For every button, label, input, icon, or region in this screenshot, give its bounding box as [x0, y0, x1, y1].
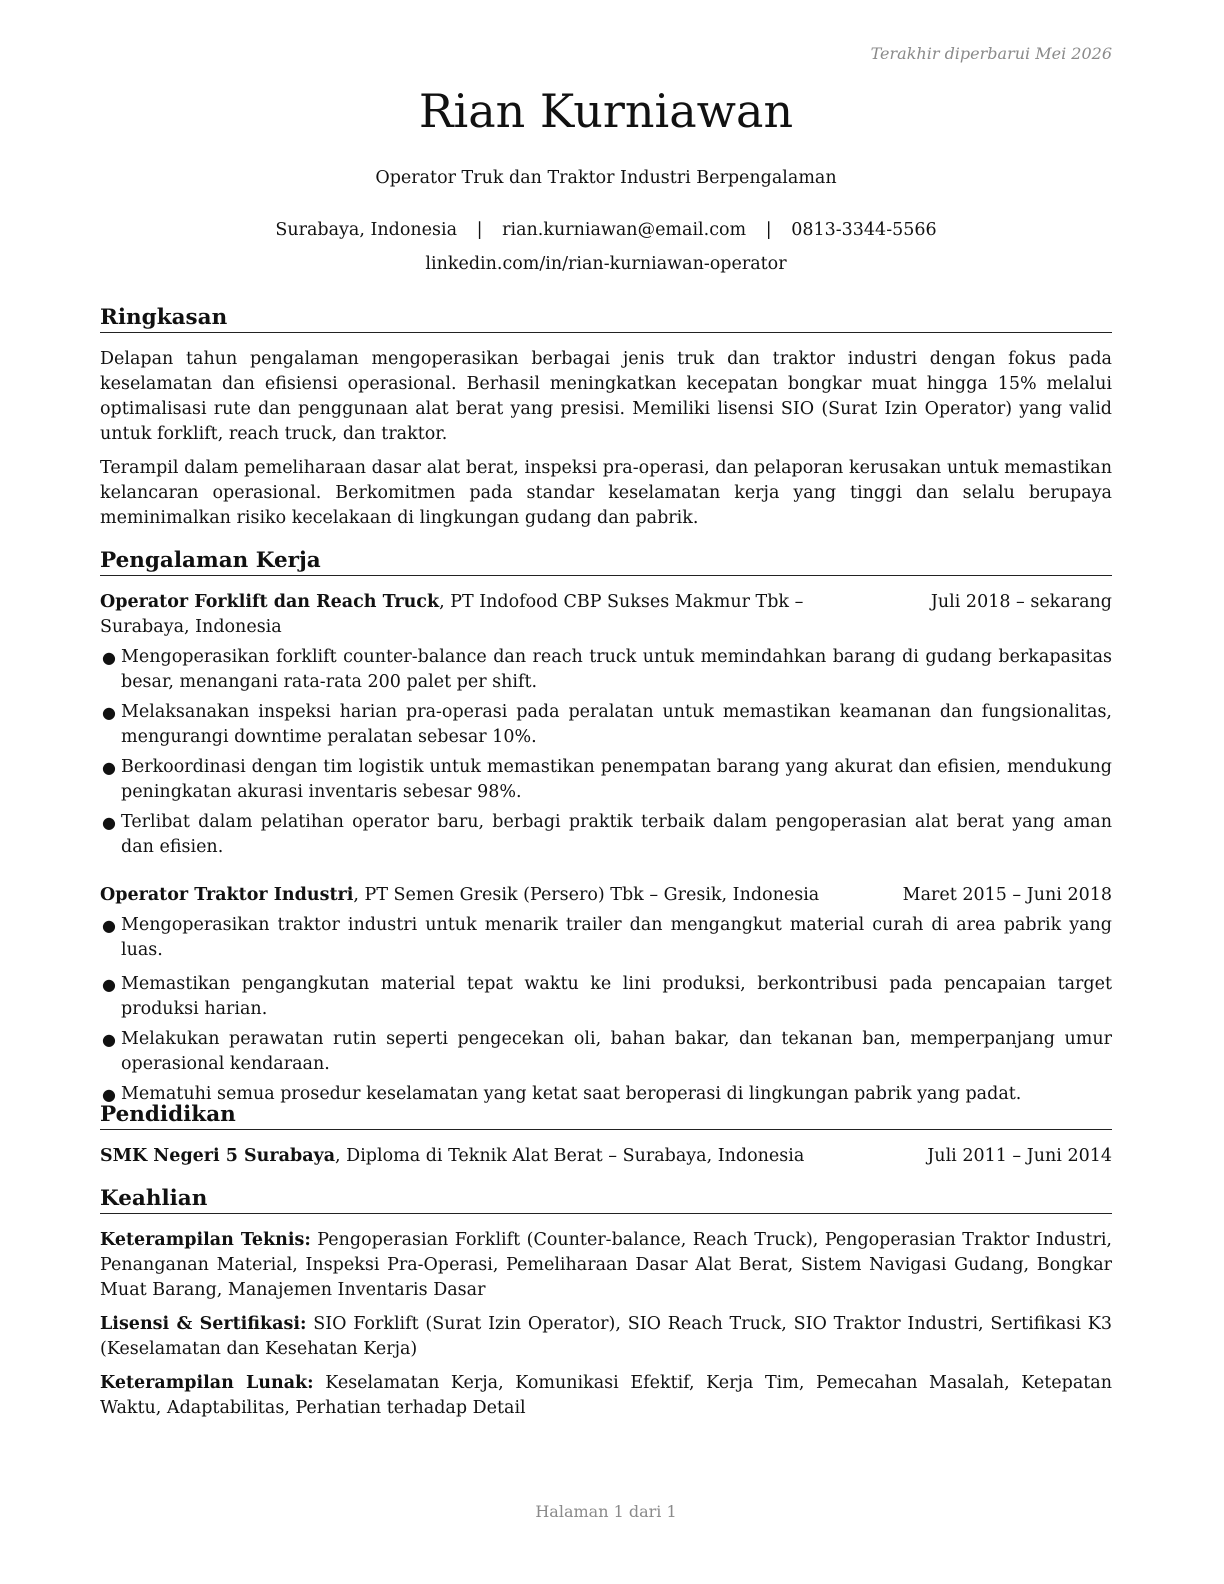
job-entry — [100, 590, 1112, 860]
section-title-summary: Ringkasan — [100, 305, 1112, 333]
bullet-icon: ● — [102, 813, 116, 832]
resume-page — [100, 0, 1112, 1584]
job-header — [100, 883, 1112, 908]
skill-label: Keterampilan Teknis: — [100, 1230, 311, 1250]
section-title-experience: Pengalaman Kerja — [100, 548, 1112, 576]
list-item: ● Terlibat dalam pelatihan operator baru, berbagi praktik terbaik dalam pengoperasian alat berat yang aman dan efisien. — [102, 812, 1112, 857]
page-number: Halaman 1 dari 1 — [535, 1502, 677, 1521]
headline: Operator Truk dan Traktor Industri Berpengalaman — [375, 168, 837, 188]
skill-text: SIO Forklift (Surat Izin Operator), SIO Reach Truck, SIO Traktor Industri, Sertifikasi K3 (Keselamatan dan Kesehatan Kerja) — [100, 1314, 1112, 1359]
education-section — [100, 1102, 1112, 1169]
separator: | — [476, 220, 483, 240]
skill-text: Keselamatan Kerja, Komunikasi Efektif, Kerja Tim, Pemecahan Masalah, Ketepatan Waktu, Adaptabilitas, Perhatian terhadap Detail — [100, 1373, 1112, 1418]
bullet-icon: ● — [102, 1030, 116, 1049]
section-title-skills: Keahlian — [100, 1186, 1112, 1214]
list-item: ● Mengoperasikan forklift counter-balance dan reach truck untuk memindahkan barang di gudang berkapasitas besar, menangani rata-rata 200 palet per shift. — [102, 647, 1112, 692]
skill-group — [100, 1371, 1112, 1421]
section-title-education: Pendidikan — [100, 1102, 1112, 1130]
skill-group — [100, 1228, 1112, 1303]
job-role: Operator Forklift dan Reach Truck — [100, 592, 440, 612]
job-dates: Juli 2018 – sekarang — [930, 592, 1112, 612]
linkedin-link[interactable]: linkedin.com/in/rian-kurniawan-operator — [425, 254, 787, 274]
list-item: ● Memastikan pengangkutan material tepat waktu ke lini produksi, berkontribusi pada pencapaian target produksi harian. — [102, 974, 1112, 1019]
job-dates: Maret 2015 – Juni 2018 — [902, 885, 1112, 905]
bullet-icon: ● — [102, 648, 116, 667]
candidate-name: Rian Kurniawan — [418, 84, 794, 138]
summary-paragraph: Delapan tahun pengalaman mengoperasikan berbagai jenis truk dan traktor industri dengan fokus pada keselamatan dan efisiensi operasional. Berhasil meningkatkan kecepatan bongkar muat hingga 15% melalui optimalisasi rute dan penggunaan alat berat yang presisi. Memiliki lisensi SIO (Surat Izin Operator) yang valid untuk forklift, reach truck, dan traktor. — [100, 349, 1112, 444]
skill-label: Lisensi & Sertifikasi: — [100, 1314, 307, 1334]
email-link[interactable]: rian.kurniawan@email.com — [502, 220, 747, 240]
job-bullets — [100, 913, 1112, 1107]
job-company: , PT Indofood CBP Sukses Makmur Tbk – Surabaya, Indonesia — [100, 592, 804, 637]
summary-section — [100, 305, 1112, 531]
skill-text: Pengoperasian Forklift (Counter-balance, Reach Truck), Pengoperasian Traktor Industri, Penanganan Material, Inspeksi Pra-Operasi, Pemeliharaan Dasar Alat Berat, Sistem Navigasi Gudang, Bongkar Muat Barang, Manajemen Inventaris Dasar — [100, 1230, 1112, 1300]
list-item: ● Melaksanakan inspeksi harian pra-operasi pada peralatan untuk memastikan keamanan dan fungsionalitas, mengurangi downtime peralatan sebesar 10%. — [102, 702, 1112, 747]
contact-line — [100, 220, 1112, 240]
job-entry — [100, 883, 1112, 1107]
job-company: , PT Semen Gresik (Persero) Tbk – Gresik, Indonesia — [353, 885, 820, 905]
last-updated: Terakhir diperbarui Mei 2026 — [870, 44, 1112, 63]
skills-section — [100, 1186, 1112, 1421]
bullet-icon: ● — [102, 1085, 116, 1104]
experience-section — [100, 548, 1112, 1107]
summary-paragraph: Terampil dalam pemeliharaan dasar alat berat, inspeksi pra-operasi, dan pelaporan kerusakan untuk memastikan kelancaran operasional. Berkomitmen pada standar keselamatan kerja yang tinggi dan selalu berupaya meminimalkan risiko kecelakaan di lingkungan gudang dan pabrik. — [100, 458, 1112, 528]
education-dates: Juli 2011 – Juni 2014 — [927, 1146, 1112, 1166]
separator: | — [765, 220, 772, 240]
job-bullets — [100, 645, 1112, 860]
school-name: SMK Negeri 5 Surabaya — [100, 1146, 336, 1166]
job-header — [100, 590, 1112, 640]
skill-group — [100, 1312, 1112, 1362]
location: Surabaya, Indonesia — [275, 220, 458, 240]
phone-number: 0813-3344-5566 — [791, 220, 937, 240]
list-item: ● Berkoordinasi dengan tim logistik untuk memastikan penempatan barang yang akurat dan efisien, mendukung peningkatan akurasi inventaris sebesar 98%. — [102, 757, 1112, 802]
job-role: Operator Traktor Industri — [100, 885, 354, 905]
skill-label: Keterampilan Lunak: — [100, 1373, 314, 1393]
bullet-icon: ● — [102, 703, 116, 722]
bullet-icon: ● — [102, 758, 116, 777]
bullet-icon: ● — [102, 975, 116, 994]
list-item: ● Melakukan perawatan rutin seperti pengecekan oli, bahan bakar, dan tekanan ban, memperpanjang umur operasional kendaraan. — [102, 1029, 1112, 1074]
degree-detail: , Diploma di Teknik Alat Berat – Surabaya, Indonesia — [335, 1146, 805, 1166]
education-entry — [100, 1144, 1112, 1169]
bullet-icon: ● — [102, 916, 116, 935]
list-item: ● Mengoperasikan traktor industri untuk menarik trailer dan mengangkut material curah di area pabrik yang luas. — [102, 915, 1112, 960]
list-item: ● Mematuhi semua prosedur keselamatan yang ketat saat beroperasi di lingkungan pabrik yang padat. — [100, 1082, 1112, 1107]
